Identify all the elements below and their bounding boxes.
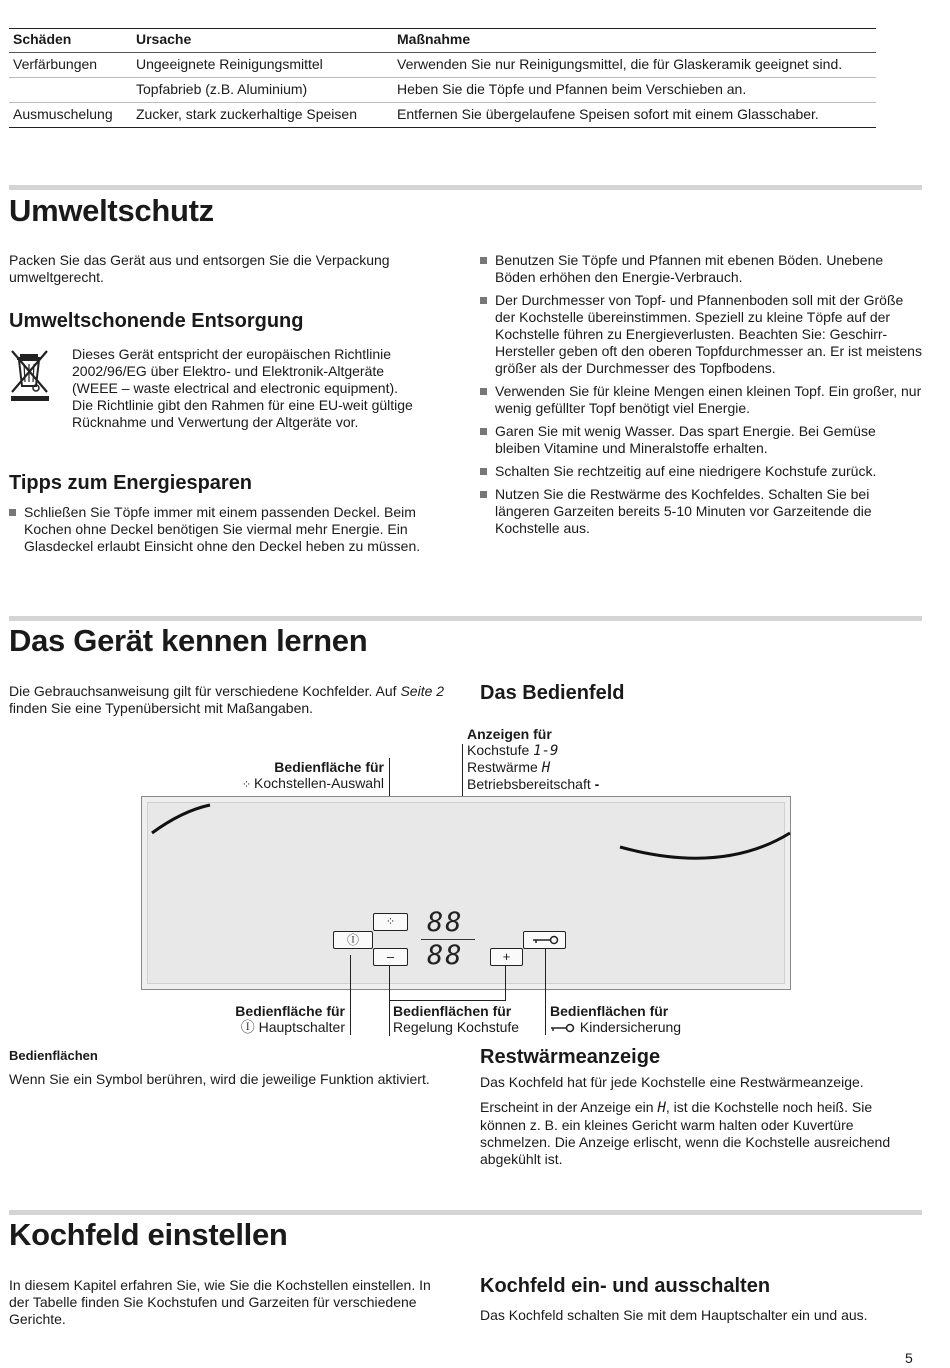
table-cell: Verfärbungen	[9, 53, 132, 78]
section-divider	[9, 185, 922, 190]
leader-line	[505, 966, 506, 1000]
section-divider	[9, 1210, 922, 1215]
weee-crossed-bin-icon	[9, 348, 53, 402]
display-symbol: 1-9	[533, 743, 559, 759]
list-item: Schalten Sie rechtzeitig auf eine niedrigere Kochstufe zurück.	[480, 463, 924, 480]
child-lock-button[interactable]	[523, 931, 566, 949]
seven-segment-digit: 8	[427, 940, 446, 971]
geraet-intro	[9, 683, 449, 717]
label-bold: Bedienflächen für	[393, 1003, 512, 1019]
table-cell: Heben Sie die Töpfe und Pfannen beim Verschieben an.	[393, 78, 876, 103]
table-row	[9, 103, 876, 128]
display-symbol: H	[541, 760, 551, 776]
rest-text: , ist die Kochstelle noch heiß. Sie können z. B. ein kleines Gericht warm halten oder Kuvertüre schmelzen. Die Anzeige erlischt, wenn die Kochstelle ausreichend abgekühlt ist.	[480, 1099, 891, 1167]
table-cell: Verwenden Sie nur Reinigungsmittel, die für Glaskeramik geeignet sind.	[393, 53, 876, 78]
table-cell: Topfabrieb (z.B. Aluminium)	[132, 78, 393, 103]
table-cell: Ausmuschelung	[9, 103, 132, 128]
column-header: Ursache	[132, 29, 393, 53]
section-divider	[9, 616, 922, 621]
page-reference: Seite 2	[400, 683, 445, 699]
tipps-list-left	[9, 504, 449, 561]
label-hauptschalter	[166, 1003, 345, 1035]
label-bold: Bedienfläche für	[274, 759, 384, 775]
label-auswahl	[206, 759, 384, 793]
zone-select-button[interactable]	[373, 913, 408, 931]
damage-table	[9, 28, 876, 128]
leader-line	[389, 966, 390, 1036]
entsorgung-text: Dieses Gerät entspricht der europäischen Richtlinie 2002/96/EG über Elektro- und Elektronik-Altgeräte (WEEE – waste electrical and electronic equipment). Die Richtlinie gibt den Rahmen für eine EU-weit gültige Rücknahme und Verwertung der Altgeräte vor.	[72, 346, 413, 430]
column-header: Schäden	[9, 29, 132, 53]
label-kindersicherung	[550, 1003, 681, 1035]
cooking-zone-select-icon: ⁘	[385, 916, 396, 928]
power-icon: Ⓘ	[346, 933, 359, 947]
list-item: Verwenden Sie für kleine Mengen einen kleinen Topf. Ein großer, nur wenig gefüllter Topf benötigt viel Energie.	[480, 383, 924, 417]
leader-line	[350, 955, 351, 1035]
display-bottom	[427, 942, 472, 970]
label-bold: Bedienflächen für	[550, 1003, 669, 1019]
table-cell: Zucker, stark zuckerhaltige Speisen	[132, 103, 393, 128]
table-cell	[9, 78, 132, 103]
display-top	[427, 909, 472, 937]
label-text: Kindersicherung	[579, 1019, 682, 1035]
seven-segment-digit: 8	[427, 907, 446, 938]
subheading-restwaerme: Restwärmeanzeige	[480, 1046, 661, 1068]
leader-line	[545, 949, 546, 1035]
intro-text: Die Gebrauchsanweisung gilt für verschiedene Kochfelder. Auf	[9, 683, 397, 699]
list-item: Schließen Sie Töpfe immer mit einem passenden Deckel. Beim Kochen ohne Deckel benötigen Sie viermal mehr Energie. Ein Glasdeckel erlaubt Einsicht ohne den Deckel heben zu müssen.	[9, 504, 449, 555]
list-item: Der Durchmesser von Topf- und Pfannenboden soll mit der Größe der Kochstelle übereinstimmen. Speziell zu kleine Töpfe auf der Kochstelle führen zu Energieverlusten. Beachten Sie: Geschirr-Hersteller geben oft den oberen Topfdurchmesser an. Er ist meistens größer als der Durchmesser des Topfbodens.	[480, 292, 924, 377]
table-row	[9, 53, 876, 78]
label-anzeigen	[467, 726, 599, 792]
main-switch-button[interactable]	[333, 931, 373, 949]
label-regelung	[393, 1003, 519, 1035]
leader-line	[389, 1000, 506, 1001]
table-cell: Ungeeignete Reinigungsmittel	[132, 53, 393, 78]
rest-text: Erscheint in der Anzeige ein	[480, 1099, 654, 1115]
label-text: Restwärme	[467, 759, 538, 775]
bedienflaechen-text: Wenn Sie ein Symbol berühren, wird die jeweilige Funktion aktiviert.	[9, 1071, 430, 1087]
minus-icon: –	[386, 949, 395, 964]
list-item: Garen Sie mit wenig Wasser. Das spart Energie. Bei Gemüse bleiben Vitamine und Mineralstoffe erhalten.	[480, 423, 924, 457]
label-bold: Bedienfläche für	[235, 1003, 345, 1019]
label-text: Hauptschalter	[258, 1019, 345, 1035]
subheading-ein-aus: Kochfeld ein- und ausschalten	[480, 1275, 771, 1297]
minus-button[interactable]	[373, 948, 408, 966]
subheading-bedienflaechen: Bedienflächen	[9, 1048, 98, 1063]
rest-text-1: Das Kochfeld hat für jede Kochstelle eine Restwärmeanzeige.	[480, 1074, 864, 1090]
einstellen-intro: In diesem Kapitel erfahren Sie, wie Sie die Kochstellen einstellen. In der Tabelle finden Sie Kochstufen und Garzeiten für verschiedene Gerichte.	[9, 1277, 431, 1327]
label-text: Regelung Kochstufe	[393, 1019, 520, 1035]
display-symbol: -	[594, 776, 600, 792]
seven-segment-digit: 8	[445, 907, 464, 938]
list-item: Nutzen Sie die Restwärme des Kochfeldes. Schalten Sie bei längeren Garzeiten bereits 5-10 Minuten vor Garzeitende die Kochstelle aus.	[480, 486, 924, 537]
label-text: Betriebsbereitschaft	[467, 776, 591, 792]
cooking-zone-select-icon: ⁘	[241, 779, 251, 791]
rest-text-2	[480, 1099, 920, 1168]
page-number: 5	[905, 1350, 913, 1366]
subheading-bedienfeld: Das Bedienfeld	[480, 682, 625, 704]
subheading-tipps: Tipps zum Energiesparen	[9, 472, 253, 494]
table-cell: Entfernen Sie übergelaufene Speisen sofort mit einem Glasschaber.	[393, 103, 876, 128]
key-icon	[524, 932, 565, 948]
intro-text: finden Sie eine Typenübersicht mit Maßangaben.	[9, 700, 314, 716]
subheading-entsorgung: Umweltschonende Entsorgung	[9, 310, 304, 332]
tipps-list-right	[480, 252, 924, 543]
label-text: Kochstellen-Auswahl	[254, 775, 384, 791]
seven-segment-digit: 8	[445, 940, 464, 971]
section-title-geraet: Das Gerät kennen lernen	[9, 623, 368, 658]
ein-aus-text: Das Kochfeld schalten Sie mit dem Hauptschalter ein und aus.	[480, 1307, 868, 1323]
power-icon: Ⓘ	[240, 1019, 255, 1035]
label-bold: Anzeigen für	[467, 726, 552, 742]
column-header: Maßnahme	[393, 29, 876, 53]
label-text: Kochstufe	[467, 742, 530, 758]
plus-icon: +	[502, 949, 511, 964]
table-header-row	[9, 29, 876, 53]
list-item: Benutzen Sie Töpfe und Pfannen mit ebenen Böden. Unebene Böden erhöhen den Energie-Verbrauch.	[480, 252, 924, 286]
table-row	[9, 78, 876, 103]
section-title-umweltschutz: Umweltschutz	[9, 193, 214, 228]
umwelt-intro: Packen Sie das Gerät aus und entsorgen Sie die Verpackung umweltgerecht.	[9, 252, 390, 285]
key-icon	[550, 1021, 576, 1033]
plus-button[interactable]	[490, 948, 523, 966]
section-title-einstellen: Kochfeld einstellen	[9, 1217, 288, 1252]
display-symbol: H	[657, 1100, 666, 1116]
